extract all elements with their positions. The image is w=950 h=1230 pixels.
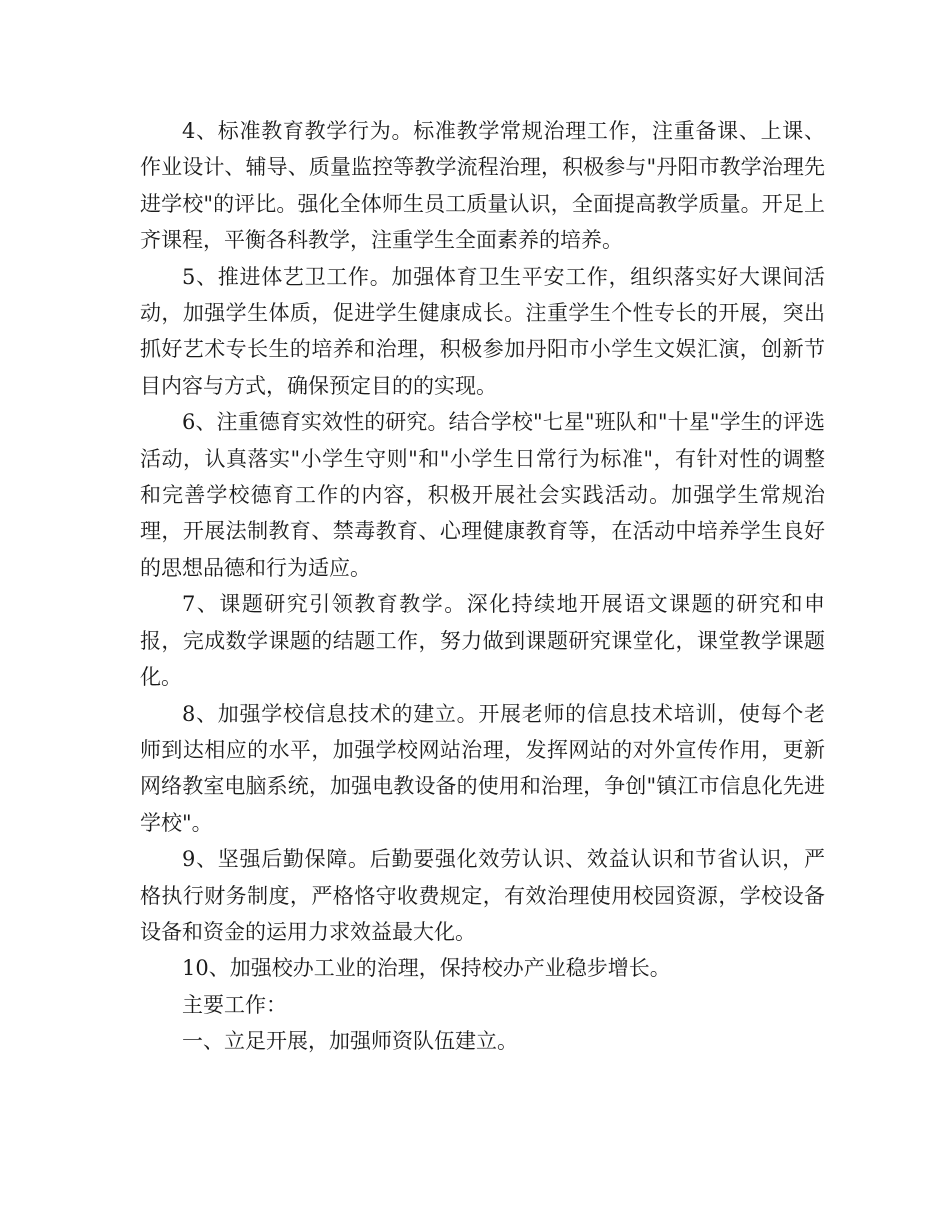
paragraph-item-10: 10、加强校办工业的治理，保持校办产业稳步增长。 bbox=[182, 956, 671, 981]
section-heading-one: 一、立足开展，加强师资队伍建立。 bbox=[182, 1029, 518, 1054]
paragraph-item-5: 5、推进体艺卫工作。加强体育卫生平安工作，组织落实好大课间活动，加强学生体质，促进学生健康成长。注重学生个性专长的开展，突出抓好艺术专长生的培养和治理，积极参加丹阳市小学生文娱汇演，创新节目内容与方式，确保预定目的的实现。 bbox=[140, 264, 825, 398]
paragraph-item-4: 4、标准教育教学行为。标准教学常规治理工作，注重备课、上课、作业设计、辅导、质量监控等教学流程治理，积极参与"丹阳市教学治理先进学校"的评比。强化全体师生员工质量认识，全面提高教学质量。开足上齐课程，平衡各科教学，注重学生全面素养的培养。 bbox=[140, 119, 825, 253]
section-heading-main-work: 主要工作： bbox=[182, 992, 287, 1017]
paragraph-item-9: 9、坚强后勤保障。后勤要强化效劳认识、效益认识和节省认识，严格执行财务制度，严格恪守收费规定，有效治理使用校园资源，学校设备设备和资金的运用力求效益最大化。 bbox=[140, 847, 825, 944]
document-body bbox=[140, 113, 825, 1060]
paragraph-item-8: 8、加强学校信息技术的建立。开展老师的信息技术培训，使每个老师到达相应的水平，加强学校网站治理，发挥网站的对外宣传作用，更新网络教室电脑系统，加强电教设备的使用和治理，争创"镇江市信息化先进学校"。 bbox=[140, 701, 825, 835]
paragraph-item-7: 7、课题研究引领教育教学。深化持续地开展语文课题的研究和申报，完成数学课题的结题工作，努力做到课题研究课堂化，课堂教学课题化。 bbox=[140, 592, 825, 690]
paragraph-item-6: 6、注重德育实效性的研究。结合学校"七星"班队和"十星"学生的评选活动，认真落实"小学生守则"和"小学生日常行为标准"，有针对性的调整和完善学校德育工作的内容，积极开展社会实践活动。加强学生常规治理，开展法制教育、禁毒教育、心理健康教育等，在活动中培养学生良好的思想品德和行为适应。 bbox=[140, 410, 825, 580]
